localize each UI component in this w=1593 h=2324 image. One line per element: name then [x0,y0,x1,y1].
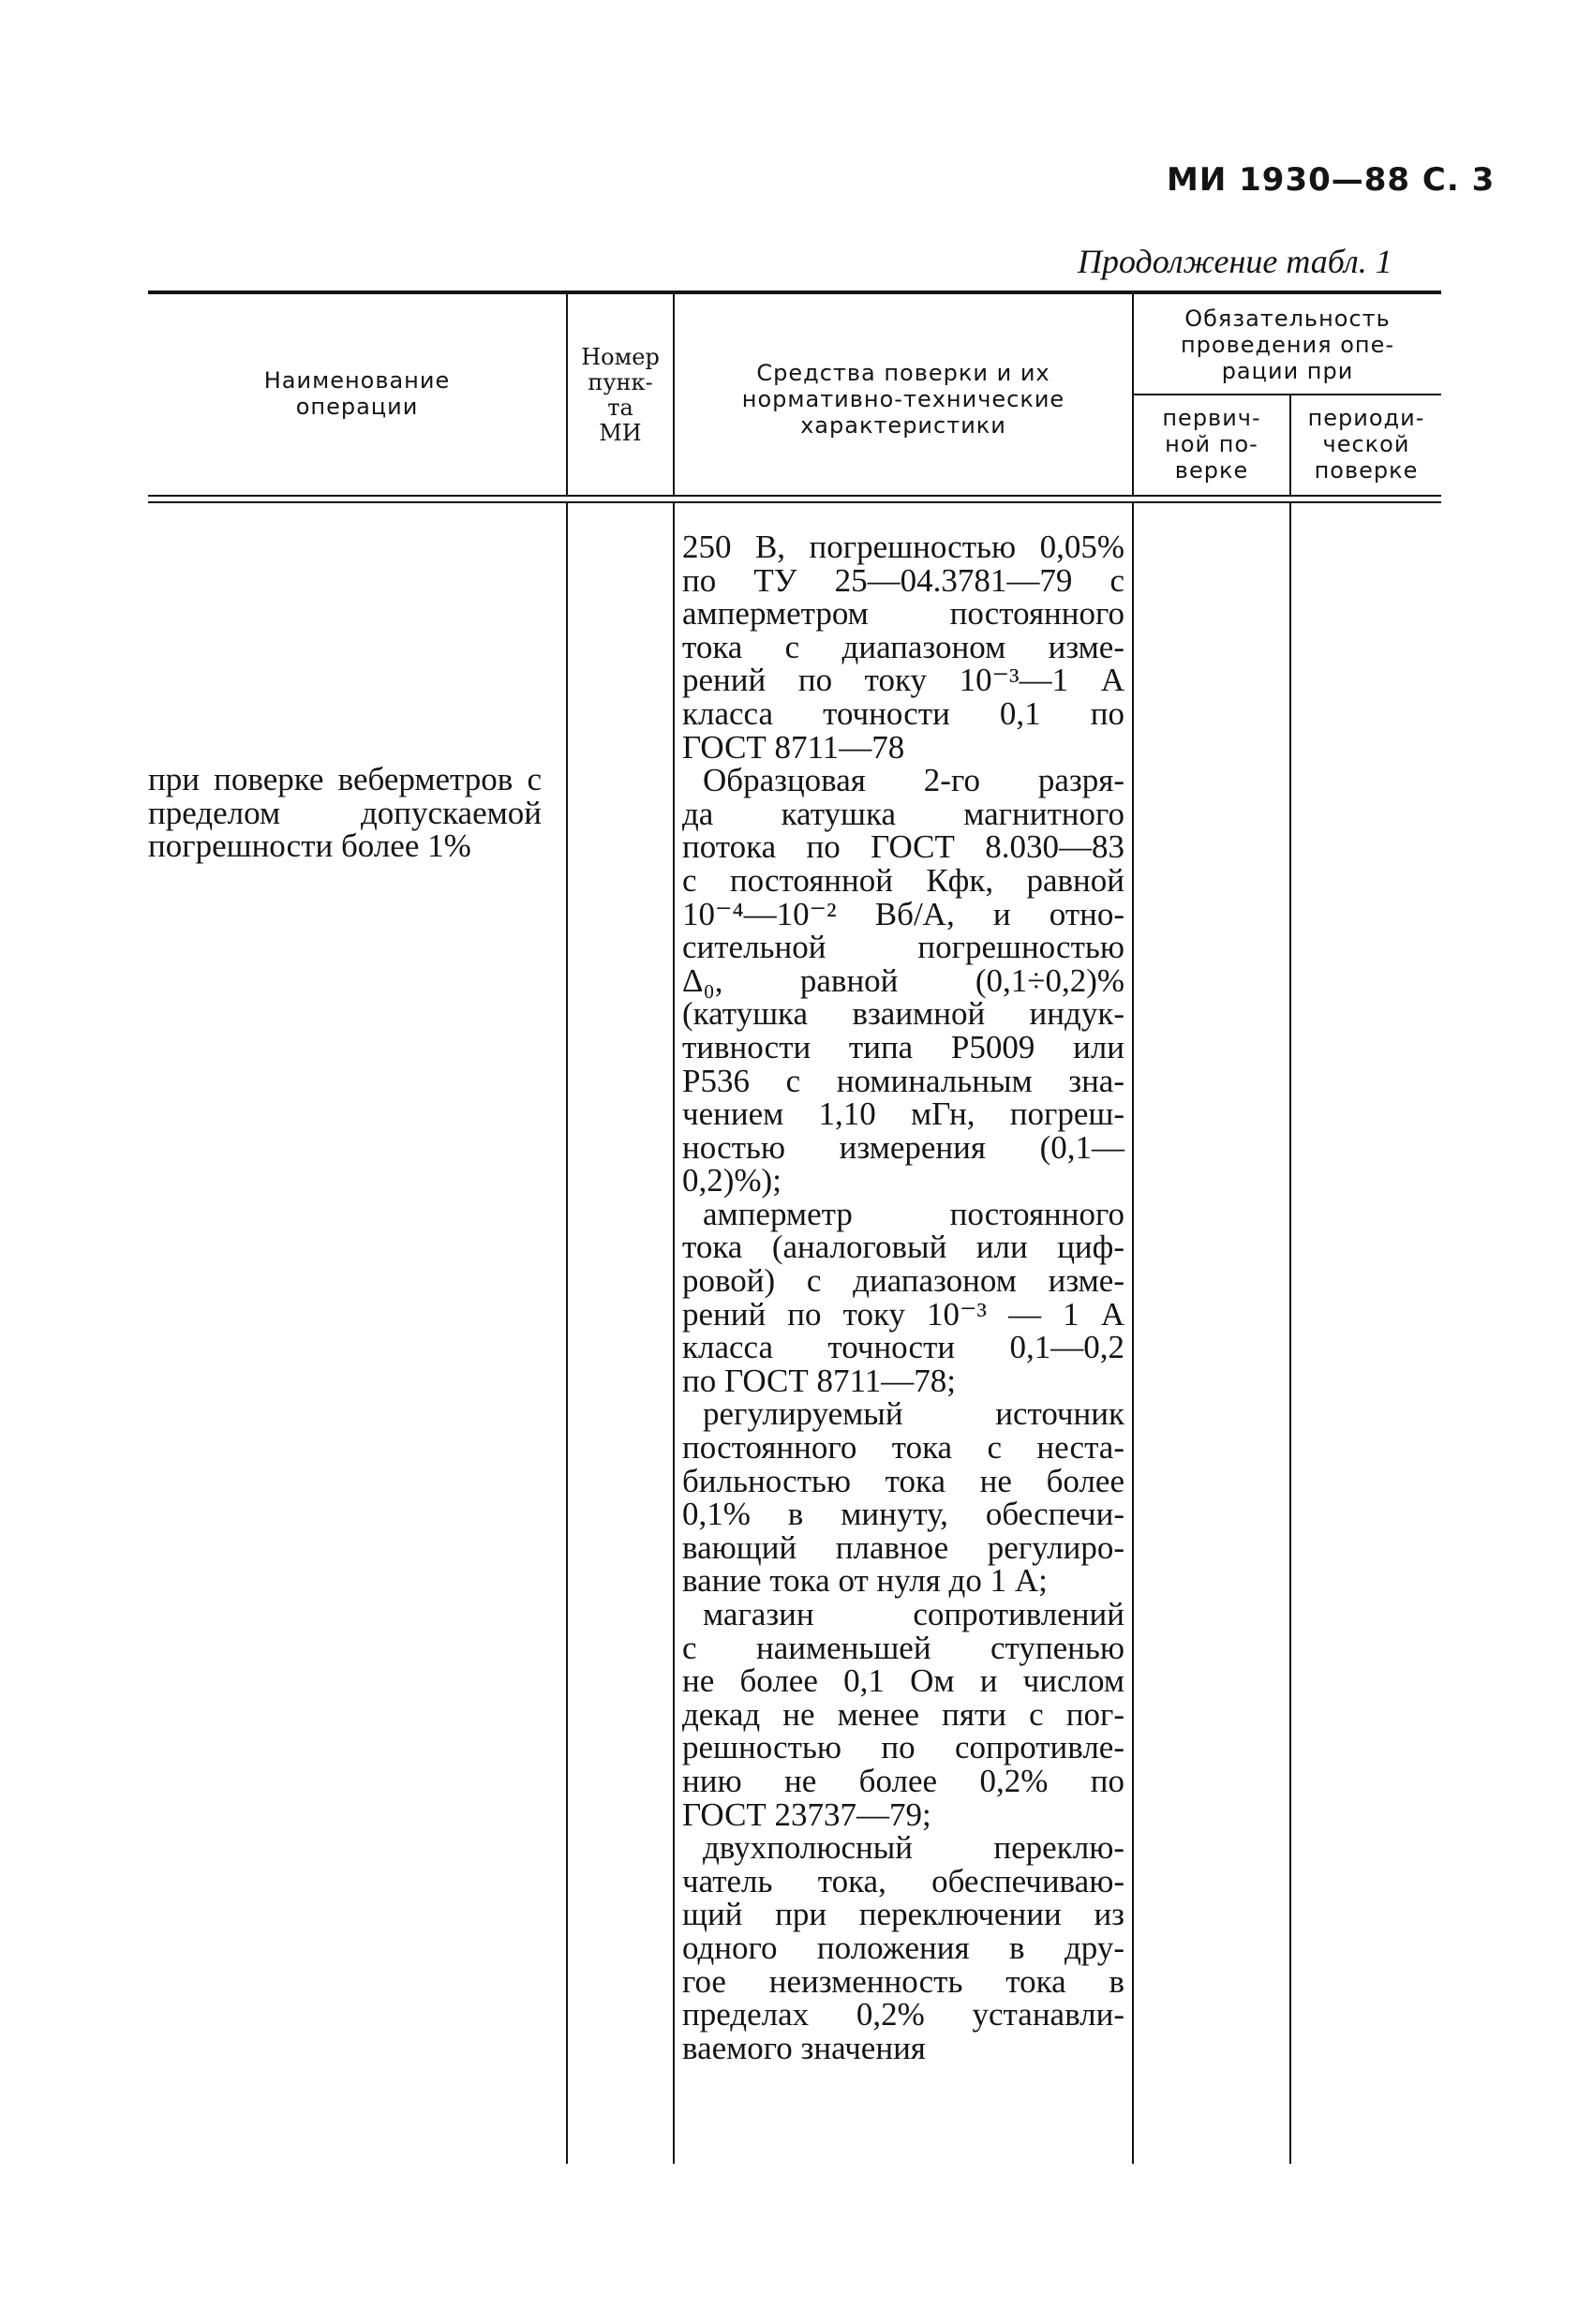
header-bottom-rule-1 [148,495,1441,497]
means-line: вающий плавное регулиро- [682,1528,1124,1566]
header-verification-means: Средства поверки и их нормативно-технические характеристики [741,360,1065,439]
means-line: по ТУ 25—04.3781—79 с [682,561,1124,599]
means-line: (катушка взаимной индук- [682,995,1124,1033]
operation-name-cell: при поверке веберметров с пределом допускаемой погрешности более 1% [148,761,542,865]
means-line: решностью по сопротивле- [682,1729,1124,1766]
means-line: пределах 0,2% устанавли- [682,1996,1124,2034]
means-line: магазин сопротивлений [703,1596,1124,1632]
means-line: щий при переключении из [682,1896,1124,1933]
body-col-divider-1 [566,503,568,2164]
means-line: ГОСТ 8711—78 [682,728,905,766]
means-line: амперметр постоянного [703,1195,1124,1232]
means-line: Образцовая 2-го разря- [703,762,1124,799]
means-line: 10⁻⁴—10⁻² Вб/А, и отно- [682,895,1124,932]
mandatory-subheader-rule [1132,394,1441,395]
means-line: потока по ГОСТ 8.030—83 [682,828,1124,866]
means-line: ГОСТ 23737—79; [682,1795,931,1833]
means-line: постоянного тока с неста- [682,1429,1124,1467]
means-line: тока с диапазоном изме- [682,628,1124,665]
body-col-divider-3 [1132,503,1134,2164]
means-line: 0,1% в минуту, обеспечи- [682,1496,1124,1533]
means-line: с постоянной Кфк, равной [682,861,1124,899]
table-continuation-label: Продолжение табл. 1 [1078,243,1392,280]
means-line: с наименьшей ступенью [682,1629,1124,1666]
header-operation-name: Наименование операции [263,367,451,420]
means-line: по ГОСТ 8711—78; [682,1362,956,1399]
means-line: чатель тока, обеспечиваю- [682,1862,1124,1899]
header-clause-number: Номер пунк- та МИ [581,344,660,446]
header-bottom-rule-2 [148,501,1441,503]
means-line: не более 0,1 Ом и числом [682,1662,1124,1700]
means-line: класса точности 0,1 по [682,694,1124,732]
means-line: тивности типа Р5009 или [682,1028,1124,1065]
means-line: Р536 с номинальным зна- [682,1062,1124,1099]
means-line: нию не более 0,2% по [682,1762,1124,1799]
means-line: 0,2)%); [682,1162,782,1199]
means-line: тока (аналоговый или циф- [682,1229,1124,1266]
table-top-rule [148,290,1441,294]
means-line: ностью измерения (0,1— [682,1128,1124,1166]
means-line: гое неизменность тока в [682,1962,1124,2000]
means-line: декад не менее пяти с пог- [682,1695,1124,1733]
body-col-divider-2 [673,503,675,2164]
means-line: регулируемый источник [703,1395,1124,1433]
means-line: амперметром постоянного [682,595,1124,633]
header-primary-verification: первич- ной по- верке [1162,405,1261,484]
means-line: рений по току 10⁻³—1 А [682,662,1124,699]
means-line: одного положения в дру- [682,1929,1124,1966]
means-line: ровой) с диапазоном изме- [682,1262,1124,1300]
header-periodic-verification: периоди- ческой поверке [1307,405,1425,484]
means-line: двухполюсный переклю- [703,1829,1124,1867]
body-col-divider-4 [1289,503,1291,2164]
means-line: да катушка магнитного [682,795,1124,832]
document-code: МИ 1930—88 С. 3 [1167,161,1496,199]
means-line: рений по току 10⁻³ — 1 А [682,1295,1124,1333]
header-mandatory: Обязательность проведения опе- рации при [1180,305,1395,384]
means-line: чением 1,10 мГн, погреш- [682,1095,1124,1133]
means-line: Δ₀, равной (0,1÷0,2)% [682,961,1124,999]
means-line: 250 В, погрешностью 0,05% [682,529,1124,565]
means-line: ваемого значения [682,2029,926,2066]
means-line: класса точности 0,1—0,2 [682,1329,1124,1366]
means-line: вание тока от нуля до 1 А; [682,1562,1048,1600]
verification-means-cell [682,530,1124,2064]
means-line: сительной погрешностью [682,929,1124,966]
means-line: бильностью тока не более [682,1462,1124,1499]
